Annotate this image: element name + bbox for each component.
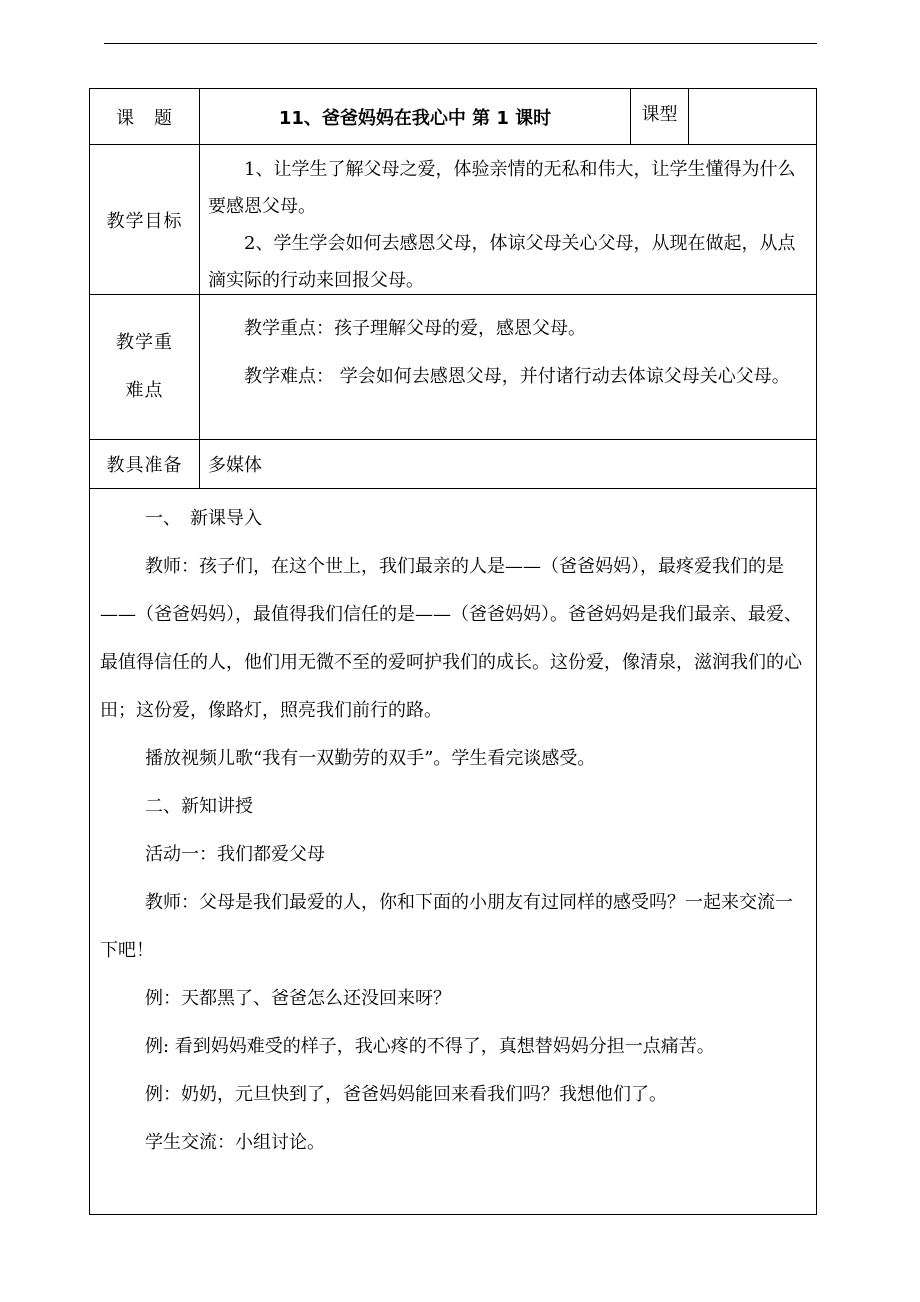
difficult-point: 教学难点： 学会如何去感恩父母，并付诸行动去体谅父母关心父母。 xyxy=(244,366,790,387)
goals-content xyxy=(200,145,816,294)
paragraph: 播放视频儿歌“我有一双勤劳的双手”。学生看完谈感受。 xyxy=(145,748,596,769)
tools-label: 教具准备 xyxy=(90,440,200,488)
goal-item: 2、学生学会如何去感恩父母，体谅父母关心父母，从现在做起，从点滴实际的行动来回报父母。 xyxy=(208,233,796,291)
lesson-type-value xyxy=(689,89,816,144)
paragraph: 教师：父母是我们最爱的人，你和下面的小朋友有过同样的感受吗？一起来交流一下吧！ xyxy=(100,892,793,961)
example: 例: 看到妈妈难受的样子，我心疼的不得了，真想替妈妈分担一点痛苦。 xyxy=(145,1036,715,1057)
example: 例：奶奶，元旦快到了，爸爸妈妈能回来看我们吗？我想他们了。 xyxy=(145,1084,667,1105)
lesson-type-label: 课型 xyxy=(631,89,689,144)
key-points-label xyxy=(90,295,200,439)
process-row xyxy=(90,489,816,1214)
paragraph: 教师：孩子们，在这个世上，我们最亲的人是——（爸爸妈妈），最疼爱我们的是——（爸爸妈妈），最值得我们信任的是——（爸爸妈妈）。爸爸妈妈是我们最亲、最爱、最值得信任的人，他们用无微不至的爱呵护我们的成长。这份爱，像清泉，滋润我们的心田；这份爱，像路灯，照亮我们前行的路。 xyxy=(100,556,802,721)
page-header-rule xyxy=(104,43,817,44)
topic-label: 课 题 xyxy=(90,89,200,144)
goals-row xyxy=(90,145,816,295)
key-points-label-line1: 教学重 xyxy=(116,332,173,353)
topic-row xyxy=(90,89,816,145)
tools-row xyxy=(90,440,816,489)
paragraph: 学生交流：小组讨论。 xyxy=(145,1132,325,1153)
example: 例：天都黑了、爸爸怎么还没回来呀？ xyxy=(145,988,451,1009)
lesson-title: 11、爸爸妈妈在我心中 第 1 课时 xyxy=(200,89,631,144)
teaching-process xyxy=(90,489,816,1214)
tools-value: 多媒体 xyxy=(208,455,262,476)
lesson-plan-table xyxy=(89,88,817,1215)
key-points-label-line2: 难点 xyxy=(125,380,164,401)
goal-item: 1、让学生了解父母之爱，体验亲情的无私和伟大，让学生懂得为什么要感恩父母。 xyxy=(208,159,796,217)
key-points-content xyxy=(200,295,816,439)
section-heading: 一、 新课导入 xyxy=(145,508,262,529)
key-points-row xyxy=(90,295,816,440)
section-heading: 二、新知讲授 xyxy=(145,796,253,817)
key-point: 教学重点：孩子理解父母的爱，感恩父母。 xyxy=(244,318,586,339)
goals-label: 教学目标 xyxy=(90,145,200,294)
activity-heading: 活动一：我们都爱父母 xyxy=(145,844,325,865)
